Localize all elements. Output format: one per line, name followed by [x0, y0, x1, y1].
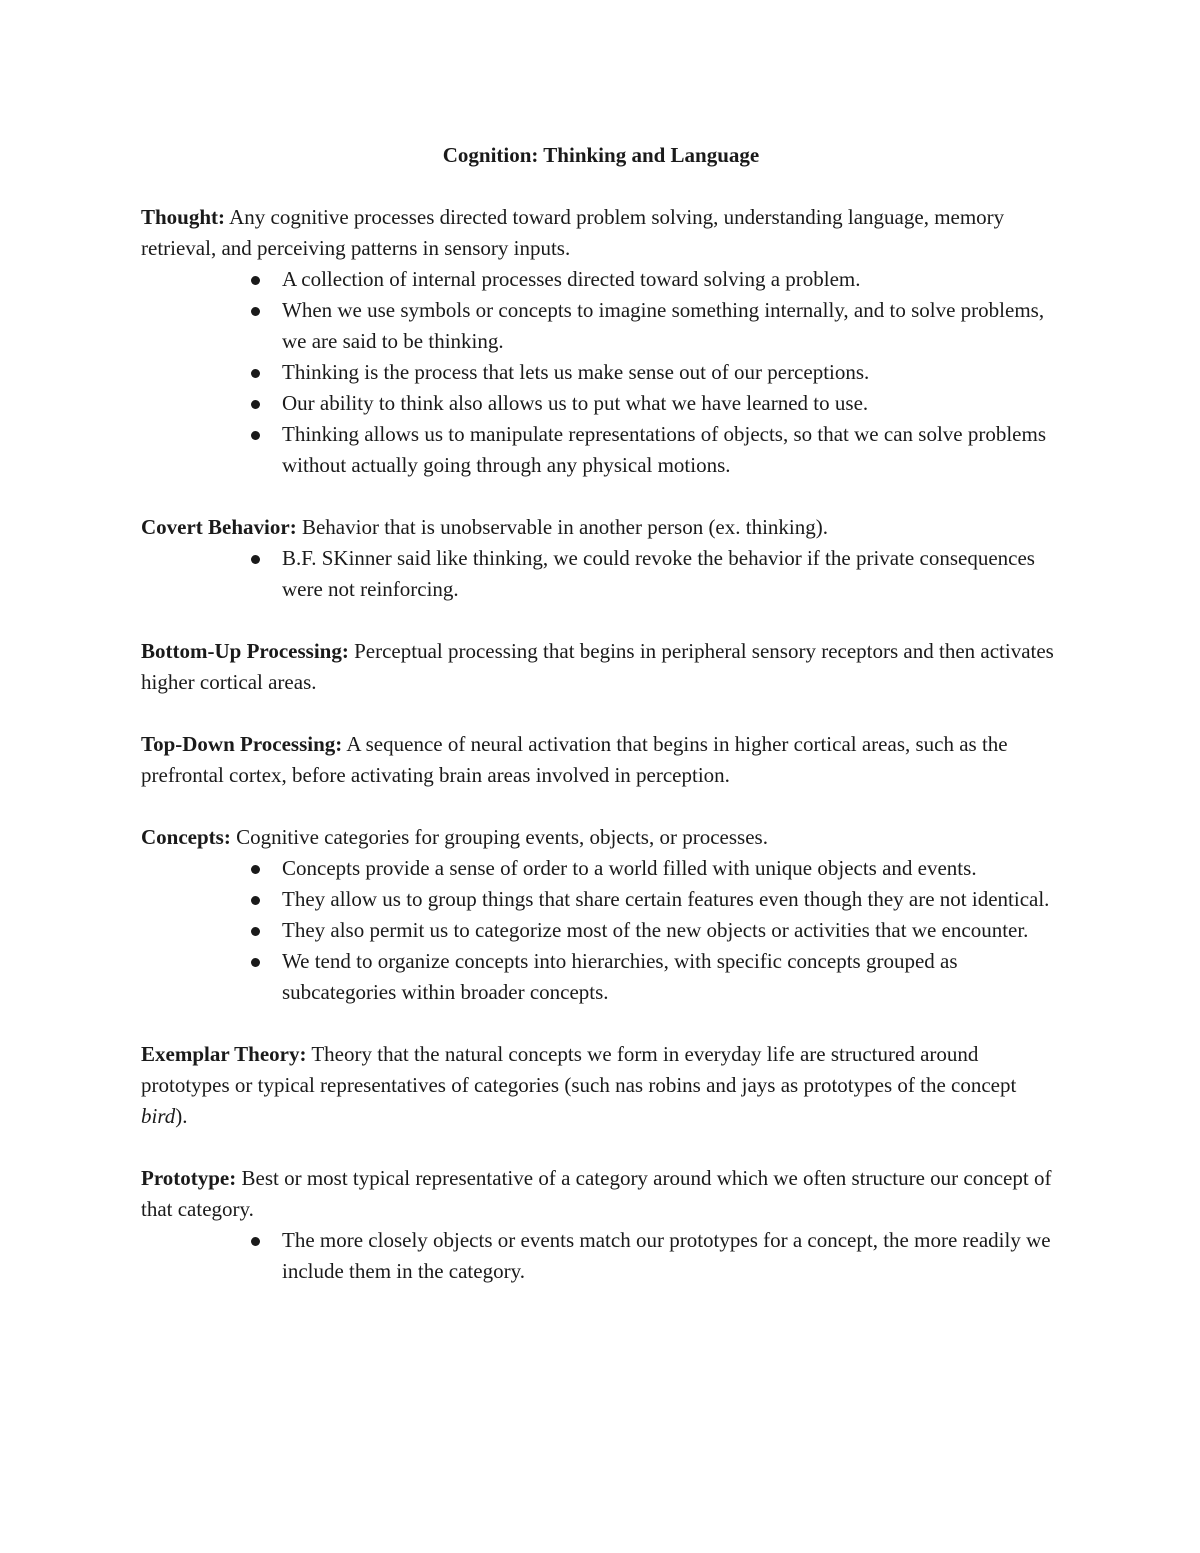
list-item-text: Thinking is the process that lets us make sense out of our perceptions.: [282, 360, 870, 384]
definition-text: Best or most typical representative of a category around which we often structure our concept of that category.: [141, 1166, 1052, 1221]
definition-paragraph: [141, 1163, 1061, 1225]
section-exemplar-theory: [141, 1039, 1061, 1132]
section-bottom-up-processing: [141, 636, 1061, 698]
list-item-text: Our ability to think also allows us to put what we have learned to use.: [282, 391, 869, 415]
bullet-icon: [251, 369, 260, 378]
definition-italic-word: bird: [141, 1104, 176, 1128]
term-label: Exemplar Theory:: [141, 1042, 307, 1066]
definition-text: Perceptual processing that begins in peripheral sensory receptors and then activates higher cortical areas.: [141, 639, 1054, 694]
list-item: [282, 357, 1061, 388]
list-item: [282, 946, 1061, 1008]
term-label: Covert Behavior:: [141, 515, 297, 539]
section-top-down-processing: [141, 729, 1061, 791]
bullet-icon: [251, 400, 260, 409]
bullet-icon: [251, 307, 260, 316]
section-concepts: [141, 822, 1061, 1008]
term-label: Prototype:: [141, 1166, 237, 1190]
definition-paragraph: [141, 729, 1061, 791]
bullet-icon: [251, 276, 260, 285]
section-thought: [141, 202, 1061, 481]
bullet-icon: [251, 927, 260, 936]
definition-paragraph: [141, 202, 1061, 264]
definition-paragraph: [141, 636, 1061, 698]
term-label: Top-Down Processing:: [141, 732, 343, 756]
bullet-list: [141, 264, 1061, 481]
list-item: [282, 295, 1061, 357]
term-label: Thought:: [141, 205, 226, 229]
list-item: [282, 1225, 1061, 1287]
bullet-icon: [251, 958, 260, 967]
list-item-text: B.F. SKinner said like thinking, we could revoke the behavior if the private consequences were not reinforcing.: [282, 546, 1035, 601]
bullet-icon: [251, 865, 260, 874]
list-item: [282, 543, 1061, 605]
list-item: [282, 915, 1061, 946]
document-title: Cognition: Thinking and Language: [442, 143, 760, 167]
list-item: [282, 853, 1061, 884]
bullet-list: [141, 543, 1061, 605]
definition-text: Behavior that is unobservable in another person (ex. thinking).: [296, 515, 829, 539]
bullet-icon: [251, 1237, 260, 1246]
list-item-text: We tend to organize concepts into hierarchies, with specific concepts grouped as subcategories within broader concepts.: [282, 949, 958, 1004]
definition-text: Theory that the natural concepts we form in everyday life are structured around prototypes or typical representatives of categories (such nas robins and jays as prototypes of the concept: [141, 1042, 1017, 1097]
list-item: [282, 884, 1061, 915]
list-item: [282, 419, 1061, 481]
list-item-text: The more closely objects or events match our prototypes for a concept, the more readily we include them in the category.: [282, 1228, 1051, 1283]
definition-text: Any cognitive processes directed toward problem solving, understanding language, memory retrieval, and perceiving patterns in sensory inputs.: [141, 205, 1005, 260]
list-item-text: When we use symbols or concepts to imagine something internally, and to solve problems, we are said to be thinking.: [282, 298, 1045, 353]
list-item: [282, 264, 1061, 295]
bullet-icon: [251, 555, 260, 564]
definition-text: Cognitive categories for grouping events, objects, or processes.: [230, 825, 768, 849]
section-covert-behavior: [141, 512, 1061, 605]
bullet-list: [141, 1225, 1061, 1287]
list-item-text: Concepts provide a sense of order to a world filled with unique objects and events.: [282, 856, 977, 880]
definition-text: A sequence of neural activation that begins in higher cortical areas, such as the prefrontal cortex, before activating brain areas involved in perception.: [141, 732, 1008, 787]
list-item-text: They also permit us to categorize most of the new objects or activities that we encounter.: [282, 918, 1029, 942]
list-item-text: They allow us to group things that share certain features even though they are not identical.: [282, 887, 1050, 911]
definition-paragraph: [141, 822, 1061, 853]
definition-tail: ).: [175, 1104, 188, 1128]
term-label: Bottom-Up Processing:: [141, 639, 349, 663]
document-page: [141, 140, 1061, 1318]
bullet-icon: [251, 431, 260, 440]
bullet-icon: [251, 896, 260, 905]
definition-paragraph: [141, 512, 1061, 543]
term-label: Concepts:: [141, 825, 231, 849]
list-item: [282, 388, 1061, 419]
list-item-text: Thinking allows us to manipulate representations of objects, so that we can solve problems without actually going through any physical motions.: [282, 422, 1046, 477]
bullet-list: [141, 853, 1061, 1008]
section-prototype: [141, 1163, 1061, 1287]
list-item-text: A collection of internal processes directed toward solving a problem.: [282, 267, 861, 291]
definition-paragraph: [141, 1039, 1061, 1132]
